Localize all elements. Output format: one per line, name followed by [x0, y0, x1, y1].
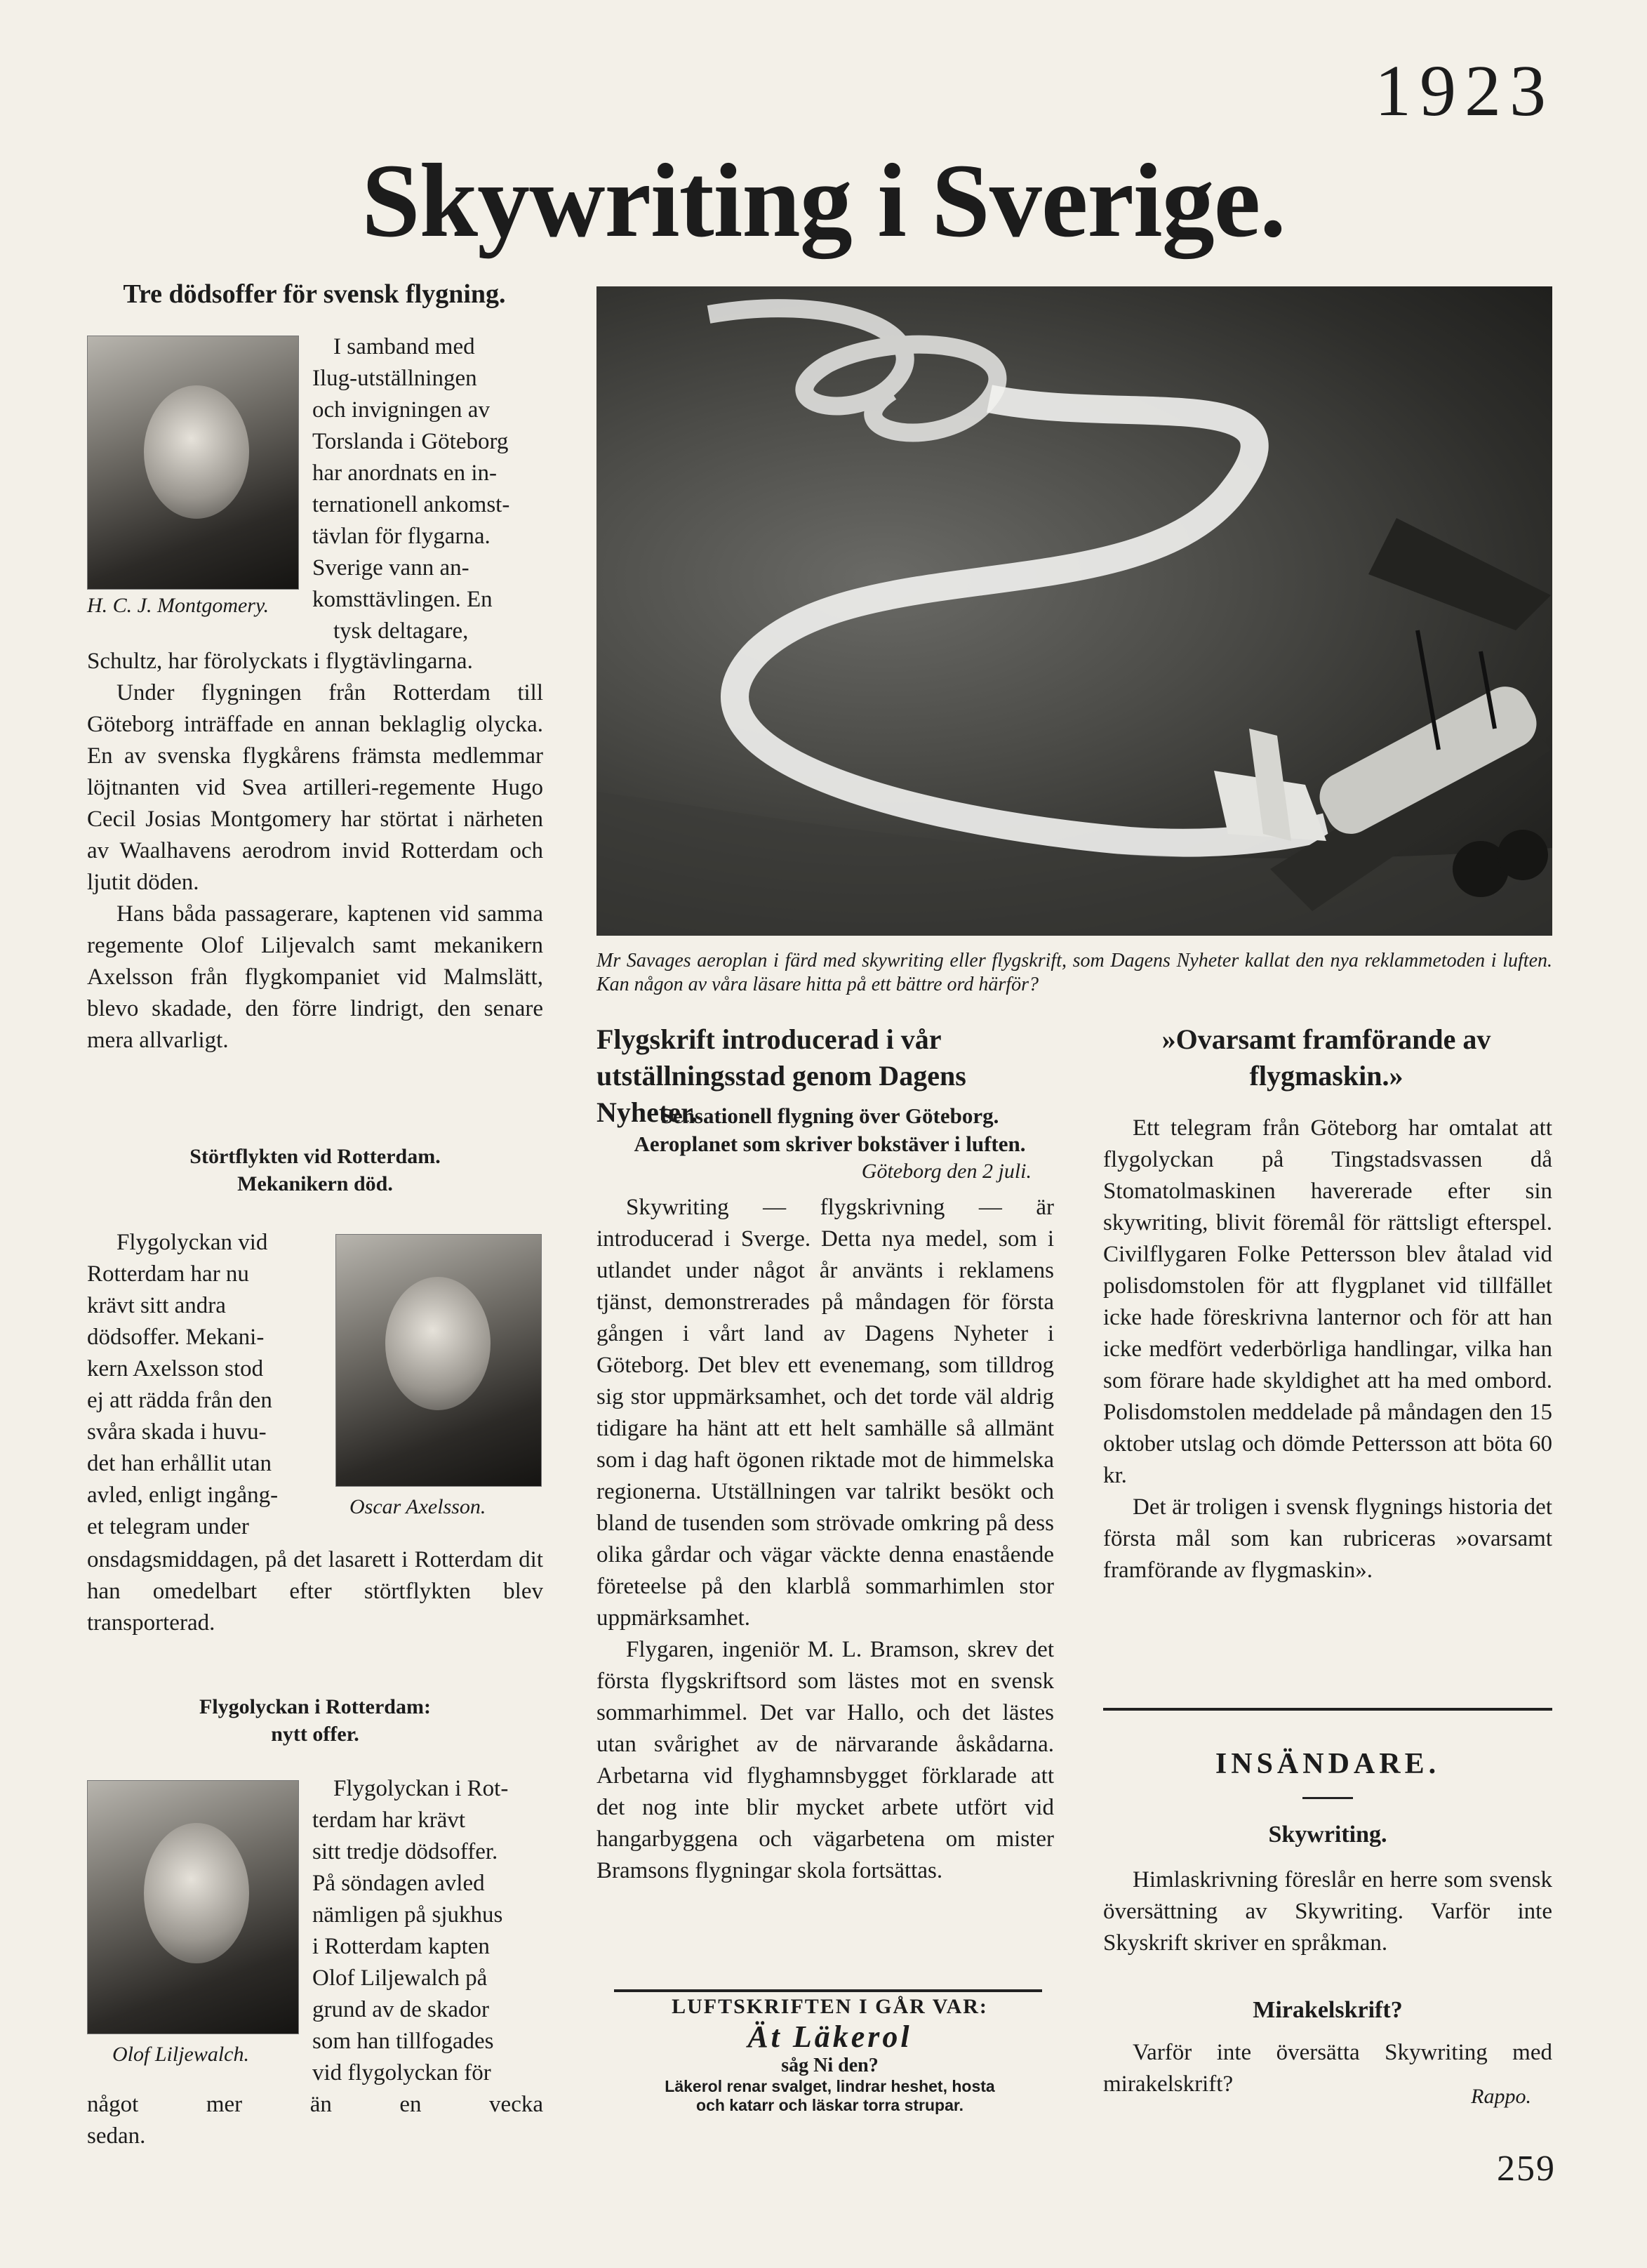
page-title: Skywriting i Sverige.	[361, 142, 1286, 259]
mirakelskrift-heading: Mirakelskrift?	[1253, 1997, 1403, 2023]
skywriting-photo	[596, 286, 1552, 936]
page-number: 259	[1497, 2149, 1556, 2189]
col1-subheading-2: Flygolyckan i Rotterdam: nytt offer.	[199, 1695, 431, 1746]
axelsson-text-rest: onsdagsmiddagen, på det lasarett i Rotterdam dit han omedelbart efter störtflykten blev transporterad.	[87, 1547, 543, 1636]
col2-body: Skywriting — flygskrivning — är introducerad i Sverge. Detta nya medel, som i utlandet under något år använts i reklamens tjänst, demonstrerades på måndagen för första gången i vårt land av Dagens Nyheter i Göteborg. Det blev ett evenemang, som tilldrog sig stor uppmärksamhet, och det torde väl aldrig tidigare ha hänt att ett helt samhälle så allmänt som i dag haft ögonen riktade mot de himmelska regionerna. Utställningen var talrikt besökt och bland de tusenden som strövade omkring på dess olika gårdar och vägar väckte denna enastående företeelse på den klarblå sommarhimlen stor uppmärksamhet. Flygaren, ingeniör M. L. Bramson, skrev det första flygskriftsord som lästes mot en svensk sommarhimmel. Det var Hallo, och det lästes utan svårighet av de närvarande åskådarna. Arbetarna vid flyghamnsbygget förklarade att det nog inte blir mycket arbete utfört vid hangarbyggena och vägarbetena om mister Bramsons flygningar skola fortsättas.	[596, 1195, 1054, 1883]
signature: Rappo.	[1471, 2085, 1531, 2108]
lakerol-ad: LUFTSKRIFTEN I GÅR VAR: Ät Läkerol såg Ni den? Läkerol renar svalget, lindrar heshet, hosta och katarr och läskar torra strupar.	[665, 1995, 995, 2114]
col1-body: Schultz, har förolyckats i flygtävlingarna. Under flygningen från Rotterdam till Göteborg inträffade en annan beklaglig olycka. En av svenska flygkårens främsta medlemmar löjtnanten vid Svea artilleri-regemente Hugo Cecil Josias Montgomery har störtat i närheten av Waalhavens aerodrom invid Rotterdam och ljutit döden. Hans båda passagerare, kaptenen vid samma regemente Olof Liljevalch samt mekanikern Axelsson från flygkompaniet vid Malmslätt, blevo skadade, den förre lindrigt, den senare mera allvarligt.	[87, 649, 543, 1053]
insandare-rule	[1103, 1708, 1552, 1711]
montgomery-text: I samband med Ilug-utställningen och invigningen av Torslanda i Göteborg har anordnats en in- ternationell ankomst- tävlan för flygarna. Sverige vann an- komsttävlingen. En tysk deltagare,	[312, 334, 510, 644]
col3-body: Ett telegram från Göteborg har omtalat att flygolyckan på Tingstadsvassen då Stomatolmaskinen havererade efter sin skywriting, blivit föremål för rättsligt efterspel. Civilflygaren Folke Pettersson blev åtalad vid polisdomstolen för att flygplanet vid tillfället icke hade föreskrivna lanternor och för att han icke medfört vederbörliga handlingar, vilka han som förare hade skyldighet att ha med ombord. Polisdomstolen meddelade på måndagen den 15 oktober utslag och dömde Pettersson att böta 60 kr. Det är troligen i svensk flygnings historia det första mål som kan rubriceras »ovarsamt framförande av flygmaskin».	[1103, 1115, 1552, 1583]
axelsson-caption: Oscar Axelsson.	[349, 1495, 486, 1518]
skywriting-illustration	[596, 286, 1552, 936]
page-year: 1923	[1375, 51, 1554, 131]
montgomery-photo	[87, 336, 299, 590]
axelsson-photo	[335, 1234, 542, 1487]
skywriting-text: Himlaskrivning föreslår en herre som svensk översättning av Skywriting. Varför inte Skyskrift skriver en språkman.	[1103, 1867, 1552, 1956]
montgomery-caption: H. C. J. Montgomery.	[87, 594, 269, 617]
liljewalch-caption: Olof Liljewalch.	[112, 2043, 249, 2066]
insandare-dash	[1302, 1797, 1353, 1799]
liljewalch-photo	[87, 1780, 299, 2034]
liljewalch-text: Flygolyckan i Rot- terdam har krävt sitt tredje dödsoffer. På söndagen avled nämligen på sjukhus i Rotterdam kapten Olof Liljewalch på grund av de skador som han tillfogades vid flygolyckan för	[312, 1776, 509, 2085]
ad-top-rule	[614, 1989, 1042, 1992]
skywriting-heading: Skywriting.	[1268, 1822, 1387, 1848]
mirakelskrift-text: Varför inte översätta Skywriting med mirakelskrift?	[1103, 2040, 1552, 2097]
col2-dateline: Göteborg den 2 juli.	[861, 1160, 1032, 1183]
photo-caption: Mr Savages aeroplan i färd med skywriting eller flygskrift, som Dagens Nyheter kallat den nya reklammetoden i luften. Kan någon av våra läsare hitta på ett bättre ord härför?	[596, 950, 1552, 995]
liljewalch-last-line: något mer än en vecka sedan.	[87, 2092, 543, 2149]
col1-subheading-1: Störtflykten vid Rotterdam. Mekanikern död.	[189, 1145, 441, 1195]
col2-heading: Flygskrift introducerad i vår utställningsstad genom Dagens Nyheter.	[596, 1023, 966, 1128]
axelsson-text: Flygolyckan vid Rotterdam har nu krävt sitt andra dödsoffer. Mekani- kern Axelsson stod ej att rädda från den svåra skada i huvu- det han erhållit utan avled, enligt ingång- et telegram under	[87, 1230, 279, 1539]
col3-heading: »Ovarsamt framförande av flygmaskin.»	[1161, 1023, 1491, 1092]
insandare-heading: INSÄNDARE.	[1215, 1748, 1441, 1780]
col1-heading: Tre dödsoffer för svensk flygning.	[123, 279, 506, 309]
col2-subheadings: Sensationell flygning över Göteborg. Aeroplanet som skriver bokstäver i luften.	[634, 1103, 1026, 1157]
